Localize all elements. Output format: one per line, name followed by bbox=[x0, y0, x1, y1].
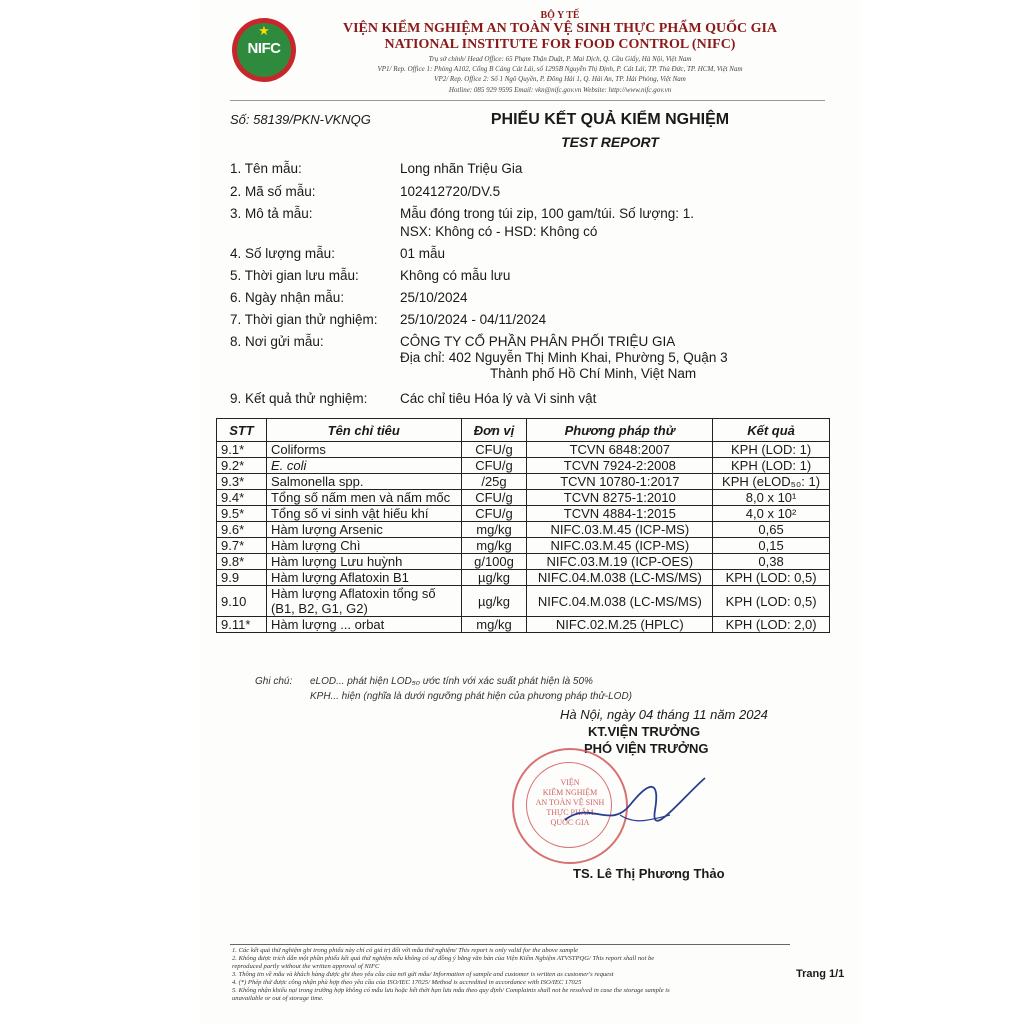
cell-stt: 9.9 bbox=[217, 570, 267, 586]
cell-name: E. coli bbox=[266, 458, 461, 474]
field-label: 7. Thời gian thử nghiệm: bbox=[230, 312, 378, 327]
cell-name: Tổng số vi sinh vật hiếu khí bbox=[266, 506, 461, 522]
signer-name: TS. Lê Thị Phương Thảo bbox=[573, 866, 725, 881]
cell-result: KPH (LOD: 1) bbox=[713, 442, 830, 458]
cell-name: Hàm lượng Aflatoxin tổng số (B1, B2, G1, G2) bbox=[266, 586, 461, 617]
table-row bbox=[217, 522, 830, 538]
field-label: 2. Mã số mẫu: bbox=[230, 184, 316, 199]
cell-name: Hàm lượng Chì bbox=[266, 538, 461, 554]
field-value: 25/10/2024 bbox=[400, 290, 468, 305]
on-behalf-title: KT.VIỆN TRƯỞNG bbox=[588, 724, 701, 739]
field-value: 01 mẫu bbox=[400, 246, 446, 261]
footer-note-2: 2. Không được trích dẫn một phần phiếu kết quả thử nghiệm nếu không có sự đồng ý bằng văn bản của Viện Kiểm Nghiệm ATVSTPQG/ This report shall not be bbox=[232, 955, 655, 962]
cell-unit: mg/kg bbox=[461, 538, 527, 554]
field-value: Các chỉ tiêu Hóa lý và Vi sinh vật bbox=[400, 391, 597, 406]
cell-result: KPH (LOD: 0,5) bbox=[713, 586, 830, 617]
institute-name-vi: VIỆN KIỂM NGHIỆM AN TOÀN VỆ SINH THỰC PHẨM QUỐC GIA bbox=[342, 21, 778, 36]
table-row bbox=[217, 538, 830, 554]
field-label: 6. Ngày nhận mẫu: bbox=[230, 290, 345, 305]
footer-note-1: 1. Các kết quả thử nghiệm ghi trong phiếu này chỉ có giá trị đối với mẫu thử nghiệm/ This report is only valid for the above sample bbox=[232, 947, 579, 954]
cell-stt: 9.1* bbox=[217, 442, 267, 458]
table-row bbox=[217, 506, 830, 522]
report-subtitle: TEST REPORT bbox=[561, 134, 659, 150]
cell-stt: 9.3* bbox=[217, 474, 267, 490]
cell-name: Hàm lượng ... orbat bbox=[266, 617, 461, 633]
footer-note-3: 3. Thông tin về mẫu và khách hàng được ghi theo yêu cầu của nơi gửi mẫu/ Information of sample and customer is written as customer's request bbox=[232, 971, 614, 978]
cell-stt: 9.4* bbox=[217, 490, 267, 506]
field-value: Không có mẫu lưu bbox=[400, 268, 511, 283]
header-result: Kết quả bbox=[713, 419, 830, 442]
cell-method: TCVN 4884-1:2015 bbox=[527, 506, 713, 522]
cell-name: Salmonella spp. bbox=[266, 474, 461, 490]
signing-date: Hà Nội, ngày 04 tháng 11 năm 2024 bbox=[560, 707, 768, 722]
table-row bbox=[217, 617, 830, 633]
field-label: 5. Thời gian lưu mẫu: bbox=[230, 268, 359, 283]
cell-name: Hàm lượng Aflatoxin B1 bbox=[266, 570, 461, 586]
cell-result: KPH (LOD: 2,0) bbox=[713, 617, 830, 633]
results-table bbox=[216, 418, 830, 633]
field-value: 25/10/2024 - 04/11/2024 bbox=[400, 312, 547, 327]
notes-label: Ghi chú: bbox=[255, 676, 293, 687]
cell-stt: 9.7* bbox=[217, 538, 267, 554]
note-line-2: KPH... hiện (nghĩa là dưới ngưỡng phát hiện của phương pháp thử-LOD) bbox=[310, 691, 633, 702]
field-value: NSX: Không có - HSD: Không có bbox=[400, 224, 598, 239]
cell-method: TCVN 6848:2007 bbox=[527, 442, 713, 458]
table-row bbox=[217, 442, 830, 458]
cell-method: NIFC.03.M.45 (ICP-MS) bbox=[527, 538, 713, 554]
field-value: CÔNG TY CỔ PHẦN PHÂN PHỐI TRIỆU GIA bbox=[400, 334, 676, 349]
header-divider bbox=[230, 100, 825, 101]
document-number: Số: 58139/PKN-VKNQG bbox=[230, 112, 371, 127]
footer-note-5b: unavailable or out of storage time. bbox=[232, 995, 324, 1002]
cell-result: KPH (LOD: 1) bbox=[713, 458, 830, 474]
field-label: 3. Mô tả mẫu: bbox=[230, 206, 313, 221]
cell-method: NIFC.04.M.038 (LC-MS/MS) bbox=[527, 570, 713, 586]
header-unit: Đơn vị bbox=[461, 419, 527, 442]
cell-unit: CFU/g bbox=[461, 506, 527, 522]
footer-note-4: 4. (*) Phép thử được công nhận phù hợp theo yêu cầu của ISO/IEC 17025/ Method is accredited in accordance with ISO/IEC 17025 bbox=[232, 979, 582, 986]
table-row bbox=[217, 458, 830, 474]
table-row bbox=[217, 490, 830, 506]
signer-position: PHÓ VIỆN TRƯỞNG bbox=[584, 741, 709, 756]
cell-unit: g/100g bbox=[461, 554, 527, 570]
field-value: 102412720/DV.5 bbox=[400, 184, 501, 199]
cell-name: Coliforms bbox=[266, 442, 461, 458]
page-number: Trang 1/1 bbox=[796, 968, 845, 980]
cell-method: TCVN 7924-2:2008 bbox=[527, 458, 713, 474]
header-method: Phương pháp thử bbox=[527, 419, 713, 442]
cell-stt: 9.5* bbox=[217, 506, 267, 522]
cell-stt: 9.8* bbox=[217, 554, 267, 570]
cell-stt: 9.2* bbox=[217, 458, 267, 474]
cell-result: 0,15 bbox=[713, 538, 830, 554]
header-name: Tên chỉ tiêu bbox=[266, 419, 461, 442]
cell-result: KPH (LOD: 0,5) bbox=[713, 570, 830, 586]
cell-method: NIFC.03.M.45 (ICP-MS) bbox=[527, 522, 713, 538]
table-row bbox=[217, 586, 830, 617]
field-value: Mẫu đóng trong túi zip, 100 gam/túi. Số lượng: 1. bbox=[400, 206, 695, 221]
cell-name: Tổng số nấm men và nấm mốc bbox=[266, 490, 461, 506]
nifc-logo: ★ NIFC bbox=[232, 18, 296, 82]
cell-unit: mg/kg bbox=[461, 522, 527, 538]
cell-unit: CFU/g bbox=[461, 490, 527, 506]
cell-method: TCVN 8275-1:2010 bbox=[527, 490, 713, 506]
cell-method: NIFC.03.M.19 (ICP-OES) bbox=[527, 554, 713, 570]
cell-method: NIFC.02.M.25 (HPLC) bbox=[527, 617, 713, 633]
table-row bbox=[217, 554, 830, 570]
contact-line: Hotline: 085 929 9595 Email: vkn@nifc.gov.vn Website: http://www.nifc.gov.vn bbox=[448, 86, 672, 94]
handwritten-signature bbox=[560, 770, 710, 840]
cell-unit: CFU/g bbox=[461, 442, 527, 458]
cell-unit: mg/kg bbox=[461, 617, 527, 633]
cell-unit: µg/kg bbox=[461, 570, 527, 586]
cell-stt: 9.6* bbox=[217, 522, 267, 538]
field-value: Long nhãn Triệu Gia bbox=[400, 161, 523, 176]
rep-office-1-line: VP1/ Rep. Office 1: Phòng A102, Cổng B Cảng Cát Lái, số 1295B Nguyễn Thị Định, P. Cát Lái, TP. Thủ Đức, TP. HCM, Việt Nam bbox=[377, 65, 743, 73]
cell-stt: 9.11* bbox=[217, 617, 267, 633]
table-row bbox=[217, 570, 830, 586]
field-value: Địa chỉ: 402 Nguyễn Thị Minh Khai, Phường 5, Quận 3 bbox=[400, 350, 728, 365]
cell-stt: 9.10 bbox=[217, 586, 267, 617]
header-stt: STT bbox=[217, 419, 267, 442]
footer-note-2b: reproduced partly without the written approval of NIFC bbox=[232, 963, 380, 970]
footer-divider bbox=[230, 944, 790, 945]
cell-result: 0,38 bbox=[713, 554, 830, 570]
report-title: PHIẾU KẾT QUẢ KIỂM NGHIỆM bbox=[490, 111, 730, 128]
footer-note-5: 5. Không nhận khiếu nại trong trường hợp không có mẫu lưu hoặc hết thời hạn lưu mẫu theo quy định/ Complaints shall not be resolved in case the storage sample is bbox=[232, 987, 670, 994]
institute-name-en: NATIONAL INSTITUTE FOR FOOD CONTROL (NIFC) bbox=[384, 37, 736, 52]
field-label: 4. Số lượng mẫu: bbox=[230, 246, 335, 261]
cell-unit: /25g bbox=[461, 474, 527, 490]
official-stamp: VIỆN KIỂM NGHIỆM AN TOÀN VỆ SINH THỰC PHẨM QUỐC GIA bbox=[512, 748, 628, 864]
note-line-1: eLOD... phát hiện LOD₅₀ ước tính với xác suất phát hiện là 50% bbox=[310, 676, 593, 687]
field-label: 1. Tên mẫu: bbox=[230, 161, 302, 176]
head-office-line: Trụ sở chính/ Head Office: 65 Phạm Thận Duật, P. Mai Dịch, Q. Cầu Giấy, Hà Nội, Việt Nam bbox=[428, 55, 692, 63]
cell-unit: CFU/g bbox=[461, 458, 527, 474]
field-label: 8. Nơi gửi mẫu: bbox=[230, 334, 324, 349]
cell-method: TCVN 10780-1:2017 bbox=[527, 474, 713, 490]
table-header-row bbox=[217, 419, 830, 442]
cell-result: 4,0 x 10² bbox=[713, 506, 830, 522]
field-label: 9. Kết quả thử nghiệm: bbox=[230, 391, 368, 406]
rep-office-2-line: VP2/ Rep. Office 2: Số 1 Ngô Quyền, P. Đông Hải 1, Q. Hải An, TP. Hải Phòng, Việt Nam bbox=[434, 75, 686, 83]
cell-name: Hàm lượng Arsenic bbox=[266, 522, 461, 538]
table-row bbox=[217, 474, 830, 490]
cell-result: 0,65 bbox=[713, 522, 830, 538]
ministry-name: BỘ Y TẾ bbox=[540, 10, 580, 21]
field-value: Thành phố Hồ Chí Minh, Việt Nam bbox=[490, 366, 697, 381]
cell-name: Hàm lượng Lưu huỳnh bbox=[266, 554, 461, 570]
cell-method: NIFC.04.M.038 (LC-MS/MS) bbox=[527, 586, 713, 617]
cell-unit: µg/kg bbox=[461, 586, 527, 617]
cell-result: KPH (eLOD₅₀: 1) bbox=[713, 474, 830, 490]
cell-result: 8,0 x 10¹ bbox=[713, 490, 830, 506]
